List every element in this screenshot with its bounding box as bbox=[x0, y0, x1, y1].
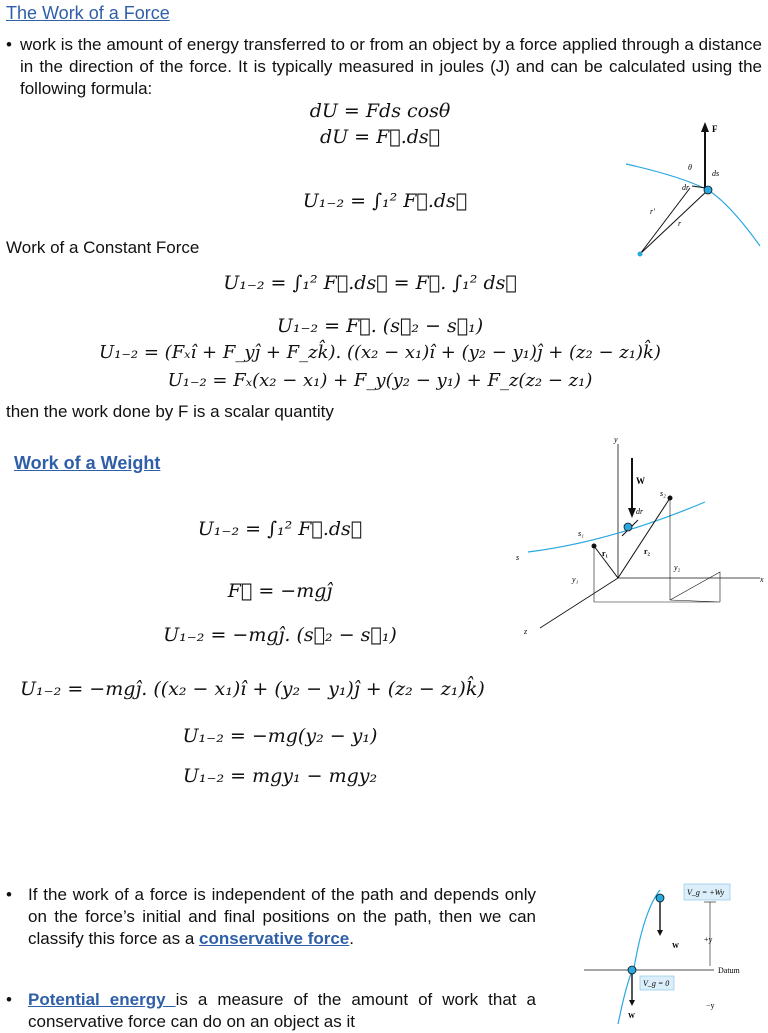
label-s1: s₁ bbox=[578, 529, 584, 538]
label-y2: y₂ bbox=[674, 563, 681, 572]
label-r2: r₂ bbox=[644, 547, 650, 556]
label-s: s bbox=[516, 553, 520, 562]
bullet-conservative-end: . bbox=[349, 929, 354, 948]
work-of-force-figure bbox=[620, 118, 768, 260]
label-s2: s₂ bbox=[660, 489, 666, 498]
bullet-dot: • bbox=[6, 35, 12, 54]
r2-vector bbox=[618, 498, 670, 578]
z-axis bbox=[540, 578, 618, 628]
link-conservative-force[interactable]: conservative force bbox=[199, 929, 350, 948]
label-r1: r₁ bbox=[602, 549, 608, 558]
bullet-conservative-force bbox=[6, 884, 536, 950]
equation-weight-result: U₁₋₂ = mgy₁ − mgy₂ bbox=[182, 765, 378, 787]
label-dr-weight: dr bbox=[636, 507, 644, 516]
constant-force-conclusion: then the work done by F is a scalar quantity bbox=[6, 402, 334, 421]
bullet-conservative-text: If the work of a force is independent of the path and depends only on the force’s initial and final positions on the path, then we can classify this force as a bbox=[28, 885, 536, 948]
label-y1: y₁ bbox=[572, 575, 579, 584]
equation-constant-scalar: U₁₋₂ = Fₓ(x₂ − x₁) + F_y(y₂ − y₁) + F_z(z₂ − z₁) bbox=[167, 370, 593, 391]
label-W: W bbox=[636, 476, 645, 486]
equation-weight-components: U₁₋₂ = −mgĵ. ((x₂ − x₁)î + (y₂ − y₁)ĵ + (z₂ − z₁)k̂) bbox=[20, 678, 485, 700]
section-title-work-of-force: The Work of a Force bbox=[6, 3, 170, 23]
label-theta: θ bbox=[688, 163, 692, 172]
bullet-dot: • bbox=[6, 990, 12, 1009]
label-vg-zero: V_g = 0 bbox=[643, 979, 670, 988]
bullet-work-definition-text: work is the amount of energy transferred to or from an object by a force applied through a distance in the direction of the force. It is typically measured in joules (J) and can be calculated using the following formula: bbox=[20, 35, 762, 98]
bullet-potential-text: is a measure of the amount of work that a conservative force can do on an object as it bbox=[28, 990, 536, 1031]
label-ds: ds bbox=[712, 169, 720, 178]
equation-du-vector: dU = F⃗.ds⃗ bbox=[319, 126, 441, 148]
label-x-axis: x bbox=[760, 575, 764, 584]
equation-constant-integral: U₁₋₂ = ∫₁² F⃗.ds⃗ = F⃗. ∫₁² ds⃗ bbox=[223, 272, 517, 294]
label-r-prime: r′ bbox=[650, 207, 655, 216]
label-datum: Datum bbox=[718, 966, 740, 975]
equation-weight-displacement: U₁₋₂ = −mgĵ. (s⃗₂ − s⃗₁) bbox=[163, 624, 397, 646]
potential-path-curve bbox=[618, 890, 660, 1024]
weight-path-curve bbox=[528, 502, 705, 552]
equation-weight-integral: U₁₋₂ = ∫₁² F⃗.ds⃗ bbox=[197, 518, 363, 540]
equation-weight-dy: U₁₋₂ = −mg(y₂ − y₁) bbox=[182, 725, 378, 747]
label-F: F bbox=[712, 124, 718, 134]
link-potential-energy[interactable]: Potential energy bbox=[28, 990, 176, 1009]
bullet-work-definition bbox=[6, 34, 762, 100]
label-minus-y: −y bbox=[706, 1001, 715, 1010]
label-dr: dr bbox=[682, 183, 690, 192]
section-title-work-of-weight: Work of a Weight bbox=[14, 453, 161, 473]
label-vg-top: V_g = +Wy bbox=[687, 888, 725, 897]
path-curve bbox=[626, 164, 760, 246]
section-title-constant-force: Work of a Constant Force bbox=[6, 238, 200, 257]
label-plus-y: +y bbox=[704, 935, 713, 944]
work-of-weight-figure bbox=[510, 432, 768, 644]
equation-weight-force: F⃗ = −mgĵ bbox=[227, 580, 333, 602]
equation-constant-displacement: U₁₋₂ = F⃗. (s⃗₂ − s⃗₁) bbox=[276, 315, 484, 337]
r-vector bbox=[640, 190, 708, 254]
label-z-axis: z bbox=[524, 627, 528, 636]
r-prime-vector bbox=[640, 188, 690, 254]
equation-constant-components: U₁₋₂ = (Fₓî + F_yĵ + F_zk̂). ((x₂ − x₁)î + (y₂ − y₁)ĵ + (z₂ − z₁)k̂) bbox=[99, 342, 661, 363]
potential-energy-figure bbox=[584, 880, 768, 1024]
bullet-dot: • bbox=[6, 885, 12, 904]
label-w-top: W bbox=[672, 942, 679, 950]
label-w-bottom: W bbox=[628, 1012, 635, 1020]
label-r: r bbox=[678, 219, 682, 228]
equation-du-cos: dU = Fds cosθ bbox=[309, 100, 451, 122]
label-y-axis: y bbox=[614, 435, 618, 444]
equation-u12-integral: U₁₋₂ = ∫₁² F⃗.ds⃗ bbox=[302, 190, 468, 212]
bullet-potential-energy bbox=[6, 989, 536, 1033]
